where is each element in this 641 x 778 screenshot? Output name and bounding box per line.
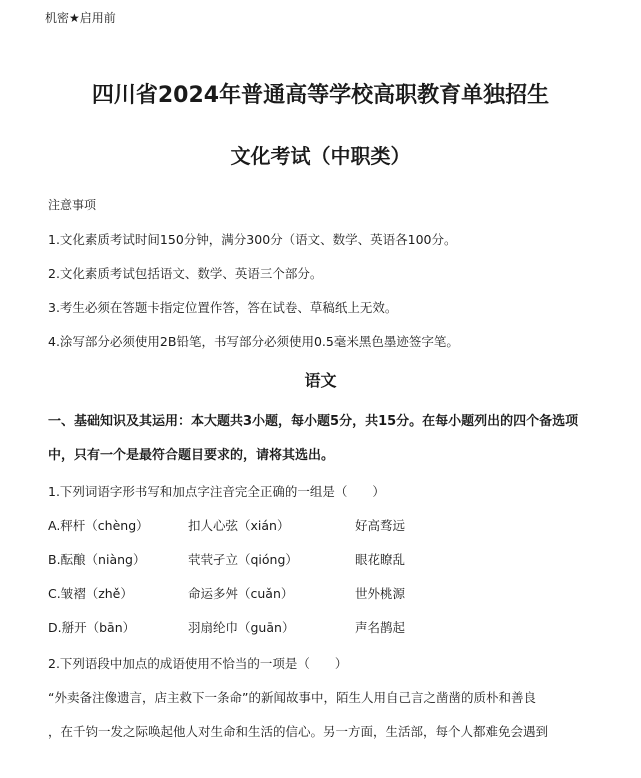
option-c-1: C.皱褶（zhě） — [48, 586, 133, 601]
exam-subtitle: 文化考试（中职类） — [230, 144, 411, 168]
notice-item: 2.文化素质考试包括语文、数学、英语三个部分。 — [48, 266, 323, 281]
part-instructions-cont: 中，只有一个是最符合题目要求的，请将其选出。 — [48, 448, 335, 463]
notice-item: 1.文化素质考试时间150分钟，满分300分（语文、数学、英语各100分。 — [48, 232, 457, 247]
notice-item: 3.考生必须在答题卡指定位置作答，答在试卷、草稿纸上无效。 — [48, 300, 398, 315]
option-c-2: 命运多舛（cuǎn） — [188, 586, 294, 601]
option-b-3: 眼花瞭乱 — [355, 552, 406, 567]
option-b-1: B.酝酿（niàng） — [48, 552, 146, 567]
option-a-3: 好高骛远 — [355, 518, 406, 533]
option-a-1: A.秤杆（chèng） — [48, 518, 149, 533]
option-a-2: 扣人心弦（xián） — [188, 518, 290, 533]
confidential-label: 机密★启用前 — [45, 11, 116, 25]
exam-title: 四川省2024年普通高等学校高职教育单独招生 — [91, 83, 550, 108]
option-b-2: 茕茕孑立（qióng） — [188, 552, 298, 567]
option-d-1: D.掰开（bān） — [48, 620, 136, 635]
question-2-passage: “外卖备注像遗言，店主救下一条命”的新闻故事中，陌生人用自己言之凿凿的质朴和善良 — [48, 690, 536, 705]
question-2-stem: 2.下列语段中加点的成语使用不恰当的一项是（ ） — [48, 656, 348, 671]
section-title: 语文 — [304, 371, 337, 390]
option-c-3: 世外桃源 — [355, 586, 406, 601]
part-instructions: 一、基础知识及其运用：本大题共3小题，每小题5分，共15分。在每小题列出的四个备选项 — [48, 414, 579, 429]
notice-item: 4.涂写部分必须使用2B铅笔，书写部分必须使用0.5毫米黑色墨迹签字笔。 — [48, 334, 459, 349]
question-1-stem: 1.下列词语字形书写和加点字注音完全正确的一组是（ ） — [48, 484, 385, 499]
question-2-passage-cont: ，在千钧一发之际唤起他人对生命和生活的信心。另一方面，生活部，每个人都难免会遇到 — [48, 724, 549, 739]
option-d-2: 羽扇纶巾（guān） — [188, 620, 295, 635]
option-d-3: 声名鹊起 — [355, 620, 406, 635]
notice-heading: 注意事项 — [48, 198, 97, 212]
